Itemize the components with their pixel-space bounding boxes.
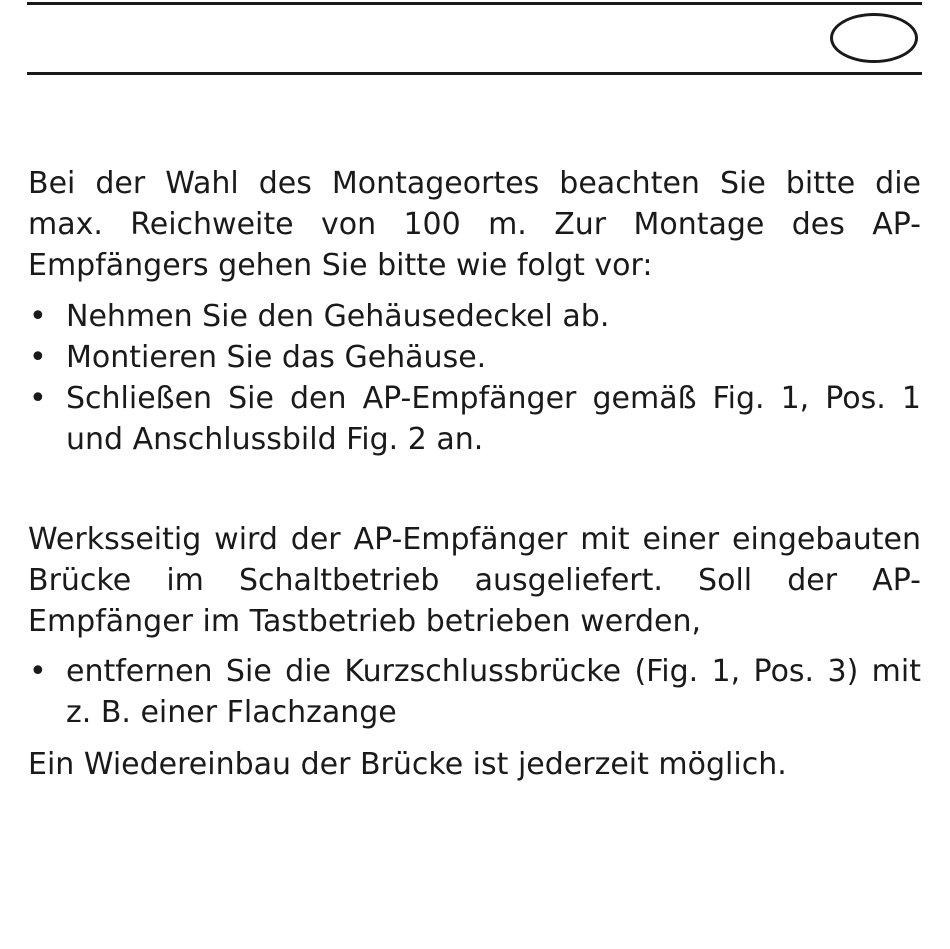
list-item-text: Nehmen Sie den Gehäusedeckel ab. bbox=[66, 299, 610, 334]
list-item-text: Schließen Sie den AP-Empfänger gemäß Fig. 1, Pos. 1 und Anschlussbild Fig. 2 an. bbox=[66, 381, 921, 457]
intro-paragraph: Bei der Wahl des Montageortes beachten Sie bitte die max. Reichweite von 100 m. Zur Montage des AP-Empfängers gehen Sie bitte wie folgt vor: bbox=[28, 166, 921, 283]
bullet-icon: • bbox=[29, 340, 47, 375]
page-marker-oval-icon bbox=[830, 13, 918, 63]
bullet-icon: • bbox=[29, 381, 47, 416]
header-rule-bottom bbox=[27, 72, 922, 75]
bullet-icon: • bbox=[29, 654, 47, 689]
header-rule-top bbox=[27, 2, 922, 5]
list-item-text: entfernen Sie die Kurzschlussbrücke (Fig. 1, Pos. 3) mit z. B. einer Flachzange bbox=[66, 654, 921, 730]
list-item-text: Montieren Sie das Gehäuse. bbox=[66, 340, 487, 375]
bullet-icon: • bbox=[29, 299, 47, 334]
mounting-steps-list bbox=[28, 296, 921, 460]
factory-setting-paragraph: Werksseitig wird der AP-Empfänger mit einer eingebauten Brücke im Schaltbetrieb ausgeliefert. Soll der AP-Empfänger im Tastbetrieb betrieben werden, bbox=[28, 522, 921, 639]
list-item bbox=[28, 337, 921, 378]
list-item bbox=[28, 651, 921, 733]
document-body bbox=[28, 163, 921, 785]
closing-paragraph: Ein Wiedereinbau der Brücke ist jederzeit möglich. bbox=[28, 747, 787, 782]
list-item bbox=[28, 296, 921, 337]
button-mode-steps-list bbox=[28, 651, 921, 733]
list-item bbox=[28, 378, 921, 460]
